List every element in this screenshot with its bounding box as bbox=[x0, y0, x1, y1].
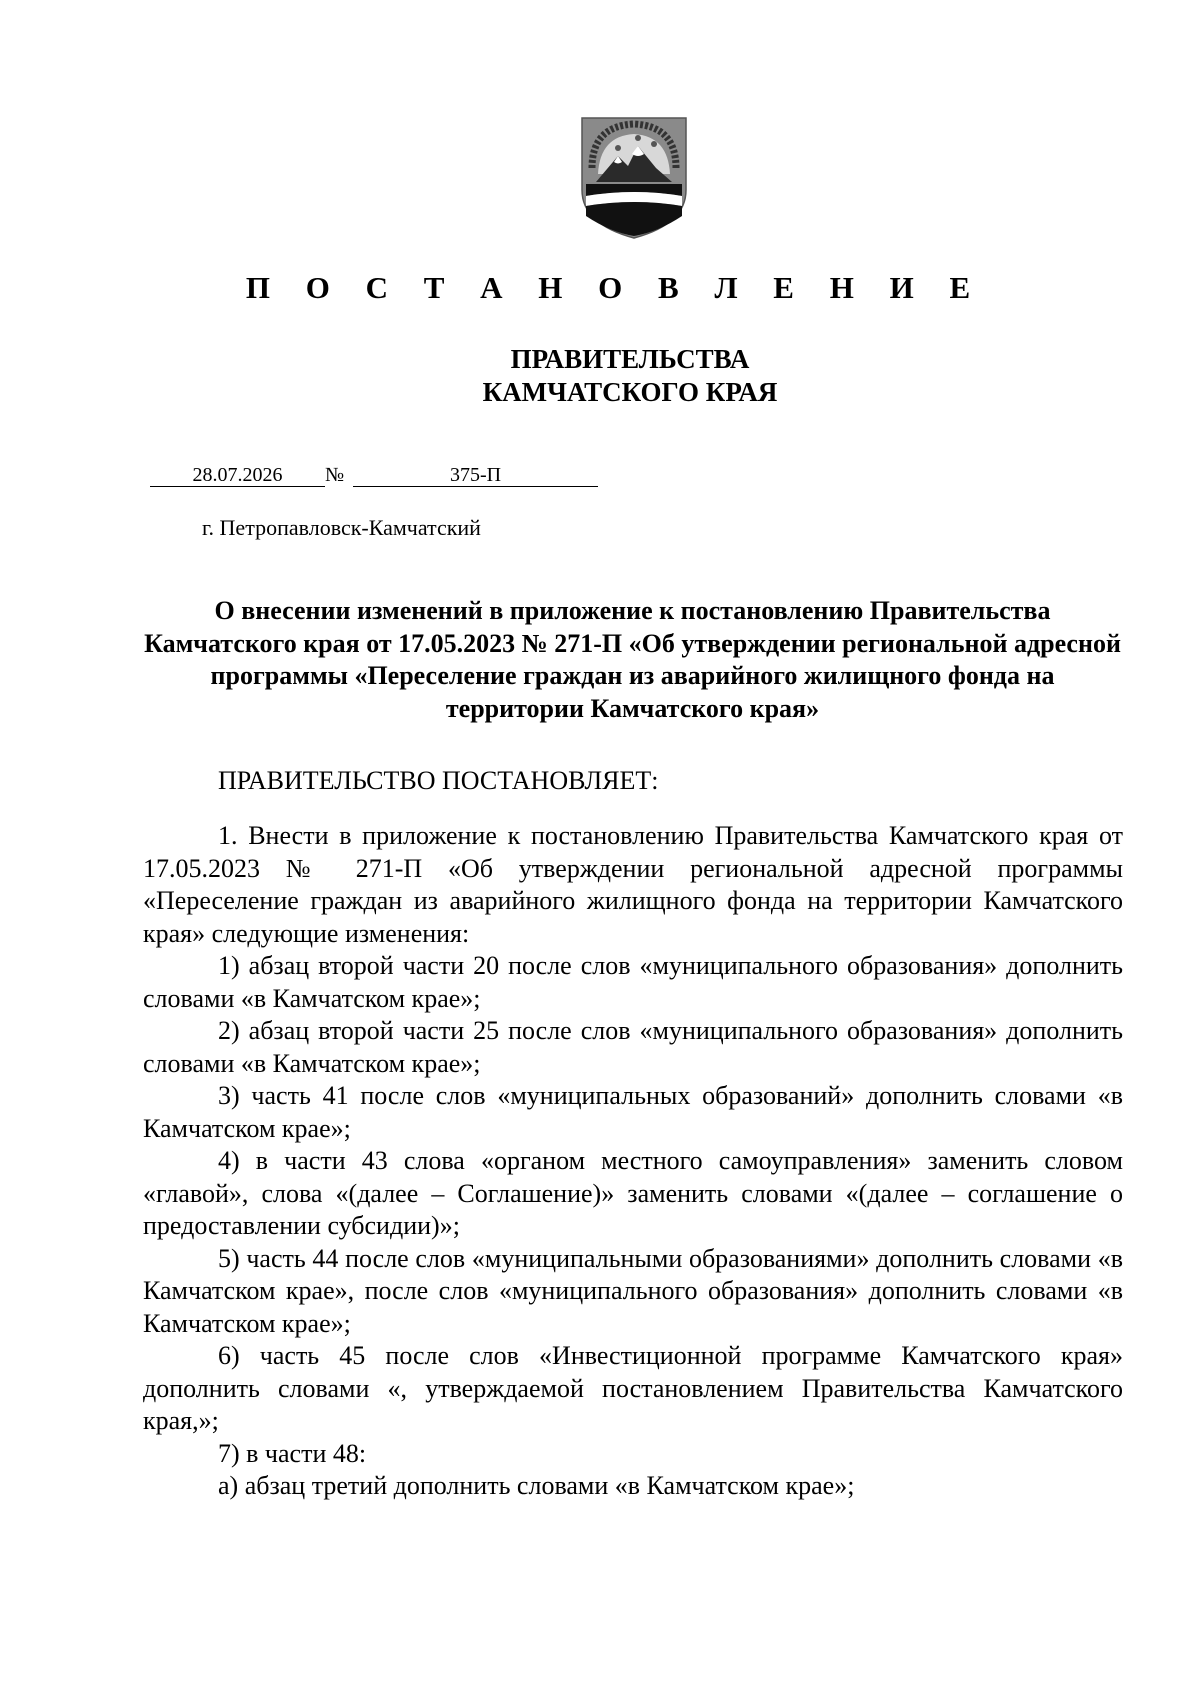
document-number: 375-П bbox=[353, 463, 598, 487]
city-label: г. Петропавловск-Камчатский bbox=[202, 515, 481, 540]
paragraph: 2) абзац второй части 25 после слов «муниципального образования» дополнить словами «в Камчатском крае»; bbox=[143, 1016, 1123, 1078]
paragraph: а) абзац третий дополнить словами «в Камчатском крае»; bbox=[218, 1471, 855, 1500]
decree-heading: ПРАВИТЕЛЬСТВО ПОСТАНОВЛЯЕТ: bbox=[218, 766, 659, 795]
paragraph: 1. Внести в приложение к постановлению Правительства Камчатского края от 17.05.2023 № 271-П «Об утверждении региональной адресной программы «Переселение граждан из аварийного жилищного фонда на территории Камчатского края» следующие изменения: bbox=[143, 821, 1123, 948]
number-sign: № bbox=[325, 464, 345, 486]
issuer-line-1: ПРАВИТЕЛЬСТВА bbox=[510, 344, 750, 374]
paragraph: 7) в части 48: bbox=[218, 1438, 367, 1468]
document-body bbox=[143, 820, 1123, 1503]
kamchatka-coat-of-arms-icon bbox=[578, 112, 690, 242]
paragraph: 4) в части 43 слова «органом местного самоуправления» заменить словом «главой», слова «(далее – Соглашение)» заменить словами «(далее – соглашение о предоставлении субсидии)»; bbox=[143, 1146, 1123, 1240]
paragraph: 6) часть 45 после слов «Инвестиционной программе Камчатского края» дополнить словами «, утверждаемой постановлением Правительства Камчатского края,»; bbox=[143, 1341, 1123, 1435]
document-type-title: П О С Т А Н О В Л Е Н И Е bbox=[245, 270, 985, 305]
date-number-line bbox=[150, 463, 598, 487]
paragraph: 5) часть 44 после слов «муниципальными образованиями» дополнить словами «в Камчатском крае», после слов «муниципального образования» дополнить словами «в Камчатском крае»; bbox=[143, 1243, 1123, 1338]
issuer-line-2: КАМЧАТСКОГО КРАЯ bbox=[482, 377, 778, 407]
paragraph: 1) абзац второй части 20 после слов «муниципального образования» дополнить словами «в Камчатском крае»; bbox=[143, 951, 1123, 1013]
issuer-block bbox=[0, 343, 1200, 409]
paragraph: 3) часть 41 после слов «муниципальных образований» дополнить словами «в Камчатском крае»; bbox=[143, 1081, 1123, 1143]
document-date: 28.07.2026 bbox=[150, 463, 325, 487]
document-subject: О внесении изменений в приложение к постановлению Правительства Камчатского края от 17.05.2023 № 271-П «Об утверждении региональной адресной программы «Переселение граждан из аварийного жилищного фонда на территории Камчатского края» bbox=[144, 596, 1121, 723]
